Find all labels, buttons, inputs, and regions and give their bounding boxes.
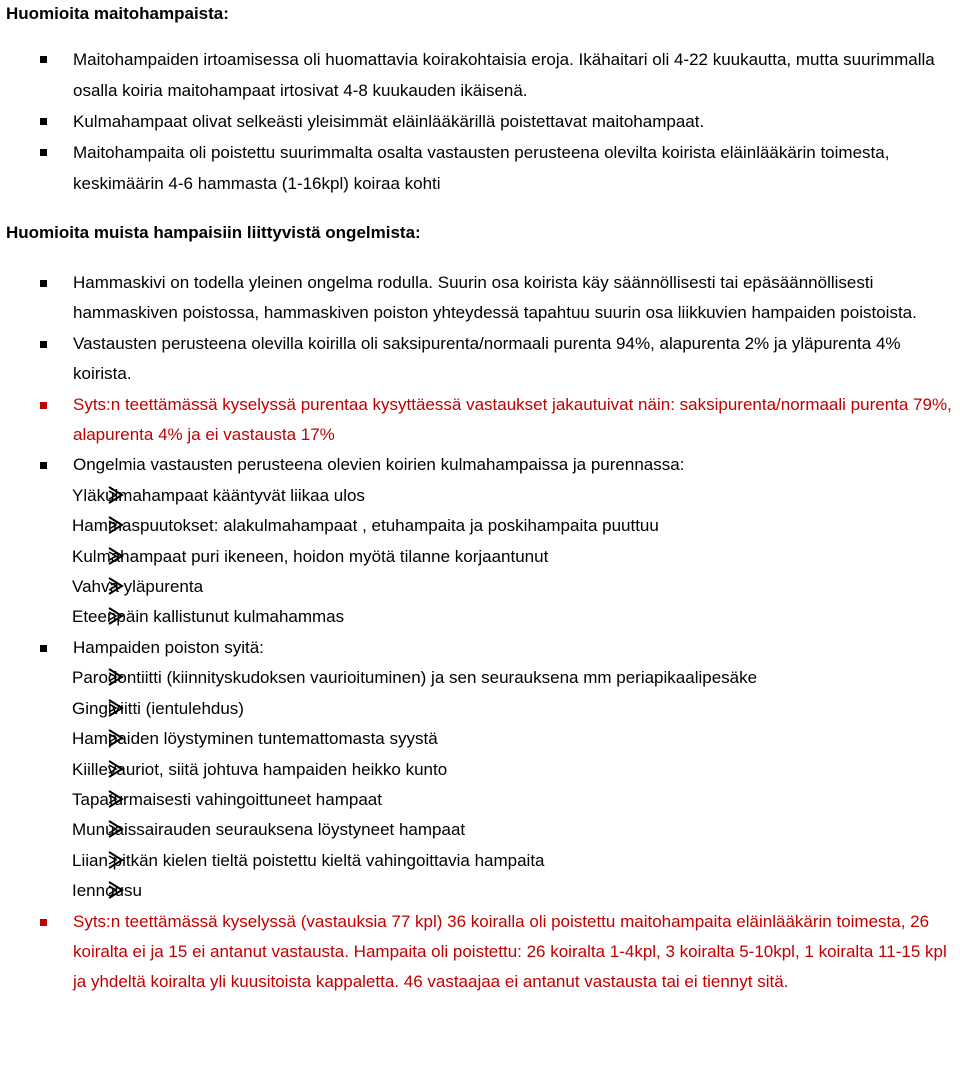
sub-list-item: Gingiviitti (ientulehdus)	[72, 698, 244, 718]
heading-milk-teeth: Huomioita maitohampaista:	[6, 4, 229, 23]
arrow-bullet-icon	[106, 728, 126, 748]
square-bullet-icon	[40, 56, 47, 63]
list-item: Hampaiden poiston syitä: Parodontiitti (kiinnityskudoksen vaurioituminen) ja sen seurauksena mm periapikaalipesäke Gingiviitti (ientulehdus) Hampaiden löystyminen tuntemattomasta syystä Kiillevauriot, siitä johtuva hampaiden heikko kunto Tapaturmaisesti vahingoittuneet hampaat Munuaissairauden seurauksena löystyneet hampaat Liian pitkän kielen tieltä poistettu kieltä vahingoittavia hampaita Iennousu	[0, 633, 960, 907]
sub-list-item: Kiillevauriot, siitä johtuva hampaiden heikko kunto	[72, 759, 448, 779]
milk-teeth-list	[0, 44, 960, 199]
arrow-bullet-icon	[106, 880, 126, 900]
list-item: Maitohampaita oli poistettu suurimmalta osalta vastausten perusteena olevilta koirista eläinlääkärin toimesta, keskimäärin 4-6 hammasta (1-16kpl) koiraa kohti	[0, 137, 960, 199]
sub-list-item: Munuaissairauden seurauksena löystyneet hampaat	[72, 820, 466, 840]
square-bullet-icon	[40, 462, 47, 469]
arrow-bullet-icon	[106, 546, 126, 566]
list-item-highlighted: Syts:n teettämässä kyselyssä (vastauksia 77 kpl) 36 koiralla oli poistettu maitohampaita eläinlääkärin toimesta, 26 koiralta ei ja 15 ei antanut vastausta. Hampaita oli poistettu: 26 koiralta 1-4kpl, 3 koiralta 5-10kpl, 1 koiralta 11-15 kpl ja yhdeltä koiralta yli kuusitoista kappaletta. 46 vastaajaa ei antanut vastausta tai ei tiennyt sitä.	[0, 907, 960, 998]
arrow-bullet-icon	[106, 759, 126, 779]
sub-list-item: Iennousu	[72, 881, 142, 901]
sub-list-item: Yläkulmahampaat kääntyvät liikaa ulos	[72, 485, 365, 505]
list-item: Kulmahampaat olivat selkeästi yleisimmät eläinlääkärillä poistettavat maitohampaat.	[0, 106, 960, 137]
arrow-bullet-icon	[106, 819, 126, 839]
square-bullet-icon	[40, 919, 47, 926]
dental-problems-list	[0, 268, 960, 998]
sub-list-item: Kulmahampaat puri ikeneen, hoidon myötä tilanne korjaantunut	[72, 546, 549, 566]
heading-other-dental-problems: Huomioita muista hampaisiin liittyvistä ongelmista:	[6, 223, 421, 242]
arrow-bullet-icon	[106, 606, 126, 626]
arrow-bullet-icon	[106, 789, 126, 809]
arrow-bullet-icon	[106, 515, 126, 535]
list-item: Hammaskivi on todella yleinen ongelma rodulla. Suurin osa koirista käy säännöllisesti tai epäsäännöllisesti hammaskiven poistossa, hammaskiven poiston yhteydessä tapahtuu suurin osa liikkuvien hampaiden poistoista.	[0, 268, 960, 329]
square-bullet-icon	[40, 280, 47, 287]
sub-list-item: Eteenpäin kallistunut kulmahammas	[72, 607, 345, 627]
square-bullet-icon	[40, 341, 47, 348]
canine-problems-sublist	[73, 481, 952, 633]
list-item: Vastausten perusteena olevilla koirilla oli saksipurenta/normaali purenta 94%, alapurenta 2% ja yläpurenta 4% koirista.	[0, 329, 960, 390]
sub-list-item: Parodontiitti (kiinnityskudoksen vaurioituminen) ja sen seurauksena mm periapikaalipesäke	[72, 668, 758, 688]
extraction-reasons-sublist	[73, 663, 952, 906]
list-item: Maitohampaiden irtoamisessa oli huomattavia koirakohtaisia eroja. Ikähaitari oli 4-22 kuukautta, mutta suurimmalla osalla koiria maitohampaat irtosivat 4-8 kuukauden ikäisenä.	[0, 44, 960, 106]
list-item: Ongelmia vastausten perusteena olevien koirien kulmahampaissa ja purennassa: Yläkulmahampaat kääntyvät liikaa ulos Hammaspuutokset: alakulmahampaat , etuhampaita ja poskihampaita puuttuu Kulmahampaat puri ikeneen, hoidon myötä tilanne korjaantunut Vahva yläpurenta Eteenpäin kallistunut kulmahammas	[0, 450, 960, 632]
arrow-bullet-icon	[106, 485, 126, 505]
sub-list-item: Vahva yläpurenta	[72, 577, 204, 597]
sub-list-item: Hampaiden löystyminen tuntemattomasta syystä	[72, 729, 438, 749]
square-bullet-icon	[40, 402, 47, 409]
list-item-highlighted: Syts:n teettämässä kyselyssä purentaa kysyttäessä vastaukset jakautuivat näin: saksipurenta/normaali purenta 79%, alapurenta 4% ja ei vastausta 17%	[0, 390, 960, 451]
square-bullet-icon	[40, 149, 47, 156]
sub-list-item: Tapaturmaisesti vahingoittuneet hampaat	[72, 789, 382, 809]
arrow-bullet-icon	[106, 850, 126, 870]
arrow-bullet-icon	[106, 576, 126, 596]
sub-list-item: Liian pitkän kielen tieltä poistettu kieltä vahingoittavia hampaita	[72, 850, 545, 870]
square-bullet-icon	[40, 118, 47, 125]
sub-list-item: Hammaspuutokset: alakulmahampaat , etuhampaita ja poskihampaita puuttuu	[72, 516, 659, 536]
square-bullet-icon	[40, 645, 47, 652]
arrow-bullet-icon	[106, 698, 126, 718]
arrow-bullet-icon	[106, 667, 126, 687]
